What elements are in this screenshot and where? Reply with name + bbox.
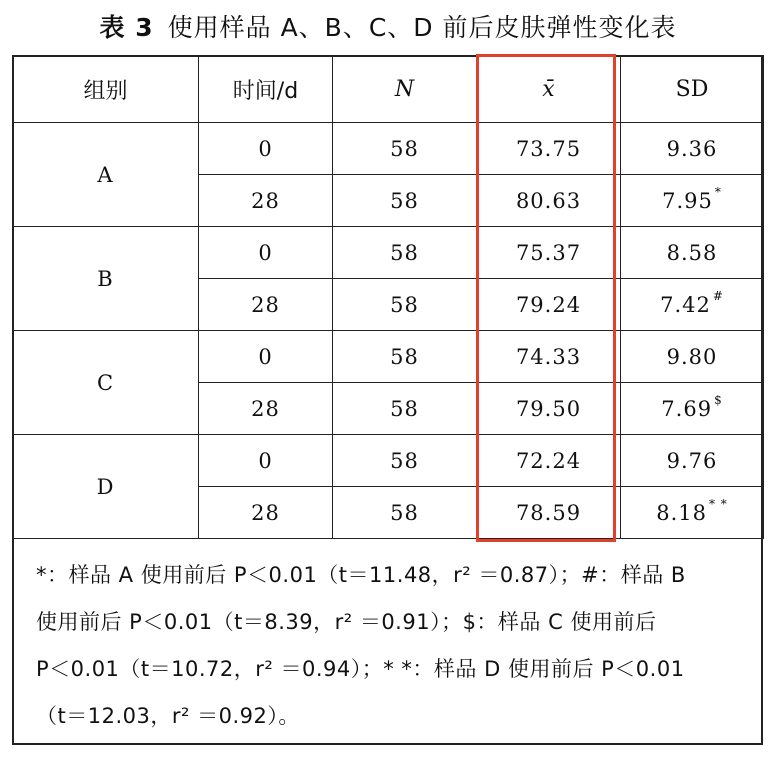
time-cell: 0 <box>199 123 333 175</box>
elasticity-table <box>12 55 764 539</box>
n-cell: 58 <box>333 383 477 435</box>
significance-mark: $ <box>714 392 723 407</box>
mean-cell: 72.24 <box>477 435 621 487</box>
sd-cell <box>621 435 764 487</box>
n-cell: 58 <box>333 435 477 487</box>
note-line-4: （t＝12.03，r² ＝0.92）。 <box>36 704 300 728</box>
group-cell: C <box>13 331 199 435</box>
sd-value: 7.42 <box>660 292 711 317</box>
header-n: N <box>333 56 477 123</box>
table-row <box>13 123 764 175</box>
sd-cell <box>621 123 764 175</box>
header-mean: x̄ <box>477 56 621 123</box>
table-caption: 使用样品 A、B、C、D 前后皮肤弹性变化表 <box>167 13 677 42</box>
sd-value: 7.69 <box>661 396 713 421</box>
sd-cell <box>621 227 764 279</box>
time-cell: 28 <box>199 383 333 435</box>
sd-cell <box>621 487 764 539</box>
sd-cell <box>621 331 764 383</box>
time-cell: 0 <box>199 331 333 383</box>
table-row <box>13 435 764 487</box>
n-cell: 58 <box>333 123 477 175</box>
sd-value: 9.80 <box>666 344 718 369</box>
significance-mark: * * <box>708 496 728 511</box>
table-row <box>13 227 764 279</box>
header-sd: SD <box>621 56 764 123</box>
mean-cell: 75.37 <box>477 227 621 279</box>
header-group: 组别 <box>13 56 199 123</box>
n-cell: 58 <box>333 227 477 279</box>
mean-cell: 80.63 <box>477 175 621 227</box>
sd-cell <box>621 279 764 331</box>
sd-value: 9.36 <box>666 136 718 161</box>
significance-mark: # <box>712 288 724 303</box>
mean-cell: 79.50 <box>477 383 621 435</box>
mean-cell: 73.75 <box>477 123 621 175</box>
table-row <box>13 331 764 383</box>
sd-value: 8.58 <box>666 240 718 265</box>
table-number: 表 3 <box>99 13 154 42</box>
note-line-2: 使用前后 P＜0.01（t＝8.39，r² ＝0.91）；$：样品 C 使用前后 <box>36 610 657 634</box>
note-line-3: P＜0.01（t＝10.72，r² ＝0.94）；* *：样品 D 使用前后 P＜0.01 <box>36 657 685 681</box>
n-cell: 58 <box>333 175 477 227</box>
sd-cell <box>621 175 764 227</box>
note-line-1: *：样品 A 使用前后 P＜0.01（t＝11.48，r² ＝0.87）；#：样品 B <box>36 563 686 587</box>
time-cell: 28 <box>199 487 333 539</box>
sd-cell <box>621 383 764 435</box>
time-cell: 0 <box>199 435 333 487</box>
sd-value: 9.76 <box>666 448 718 473</box>
n-cell: 58 <box>333 331 477 383</box>
mean-cell: 79.24 <box>477 279 621 331</box>
n-cell: 58 <box>333 279 477 331</box>
sd-value: 8.18 <box>656 500 707 525</box>
group-cell: D <box>13 435 199 539</box>
mean-cell: 78.59 <box>477 487 621 539</box>
time-cell: 28 <box>199 175 333 227</box>
sd-value: 7.95 <box>662 188 713 213</box>
group-cell: A <box>13 123 199 227</box>
time-cell: 0 <box>199 227 333 279</box>
group-cell: B <box>13 227 199 331</box>
time-cell: 28 <box>199 279 333 331</box>
n-cell: 58 <box>333 487 477 539</box>
significance-mark: * <box>714 184 722 199</box>
table-title <box>0 8 776 44</box>
table-notes <box>36 552 746 740</box>
mean-cell: 74.33 <box>477 331 621 383</box>
header-time: 时间/d <box>199 56 333 123</box>
header-row <box>13 56 764 123</box>
